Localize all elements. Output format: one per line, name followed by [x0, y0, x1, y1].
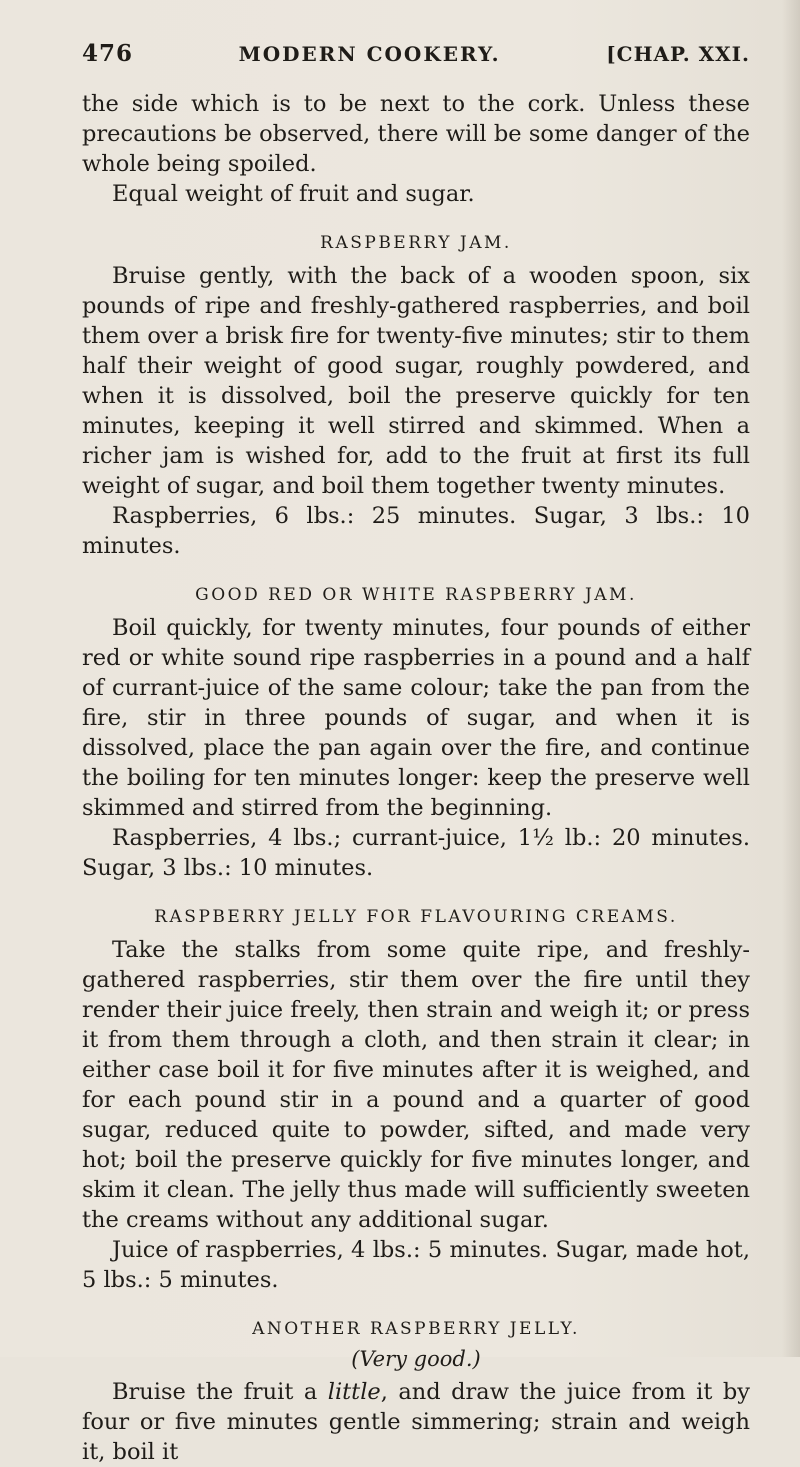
section-paragraph-jelly-creams: Take the stalks from some quite ripe, and freshly-gathered raspberries, stir them over the fire until they render their juice freely, then strain and weigh it; or press it from them through a cloth, and then strain it clear; in either case boil it for five minutes after it is weighed, and for each pound stir in a pound and a quarter of good sugar, reduced quite to powder, sifted, and made very hot; boil the preserve quickly for five minutes longer, and skim it clean. The jelly thus made will sufficiently sweeten the creams without any additional sugar. — [82, 937, 750, 1233]
paragraph-text-start: Bruise the fruit a — [112, 1379, 328, 1405]
page-number: 476 — [82, 40, 134, 67]
chapter-label: [CHAP. XXI. — [606, 42, 750, 66]
paragraph-emphasis: little — [327, 1379, 381, 1405]
section-heading-another-jelly: ANOTHER RASPBERRY JELLY. — [252, 1319, 580, 1339]
section-heading-raspberry-jam: RASPBERRY JAM. — [320, 233, 512, 253]
section-summary-raspberry-jam: Raspberries, 6 lbs.: 25 minutes. Sugar, 3 lbs.: 10 minutes. — [82, 503, 750, 559]
section-paragraph-another-jelly — [82, 1377, 750, 1467]
book-title: MODERN COOKERY. — [238, 42, 501, 66]
section-heading-good-red-white-jam: GOOD RED OR WHITE RASPBERRY JAM. — [195, 585, 637, 605]
running-head — [82, 40, 750, 67]
section-summary-jelly-creams: Juice of raspberries, 4 lbs.: 5 minutes. Sugar, made hot, 5 lbs.: 5 minutes. — [82, 1237, 750, 1293]
intro-summary: Equal weight of fruit and sugar. — [112, 181, 475, 207]
section-subheading-very-good: (Very good.) — [351, 1347, 481, 1371]
section-heading-jelly-creams: RASPBERRY JELLY FOR FLAVOURING CREAMS. — [154, 907, 678, 927]
section-paragraph-good-red-white-jam: Boil quickly, for twenty minutes, four pounds of either red or white sound ripe raspberries in a pound and a half of currant-juice of the same colour; take the pan from the fire, stir in three pounds of sugar, and when it is dissolved, place the pan again over the fire, and continue the boiling for ten minutes longer: keep the preserve well skimmed and stirred from the beginning. — [82, 615, 750, 821]
intro-paragraph: the side which is to be next to the cork. Unless these precautions be observed, there will be some danger of the whole being spoiled. — [82, 91, 750, 177]
section-paragraph-raspberry-jam: Bruise gently, with the back of a wooden spoon, six pounds of ripe and freshly-gathered raspberries, and boil them over a brisk fire for twenty-five minutes; stir to them half their weight of good sugar, roughly powdered, and when it is dissolved, boil the preserve quickly for ten minutes, keeping it well stirred and skimmed. When a richer jam is wished for, add to the fruit at first its full weight of sugar, and boil them together twenty minutes. — [82, 263, 750, 499]
paragraph-text-end: , and draw the juice from it by four or five minutes gentle simmering; strain and weigh it, boil it — [82, 1379, 750, 1465]
section-summary-good-red-white-jam: Raspberries, 4 lbs.; currant-juice, 1½ lb.: 20 minutes. Sugar, 3 lbs.: 10 minutes. — [82, 825, 750, 881]
